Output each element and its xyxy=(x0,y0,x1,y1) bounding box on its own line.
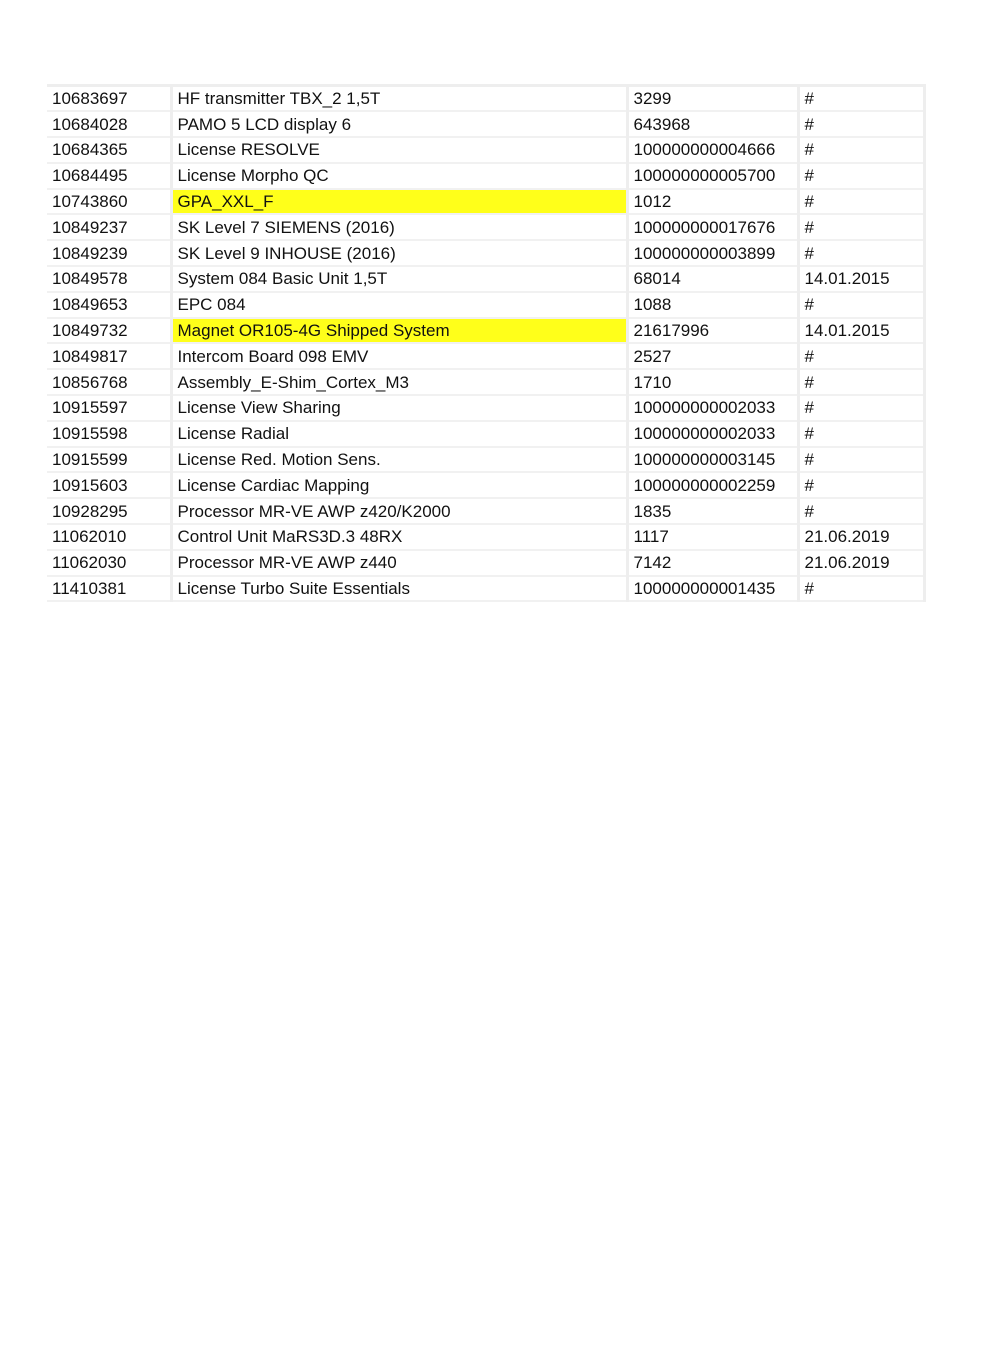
date-cell: # xyxy=(798,111,924,137)
material-number-cell: 11062030 xyxy=(47,550,171,576)
description-cell: License Cardiac Mapping xyxy=(171,472,627,498)
description-cell: License Radial xyxy=(171,421,627,447)
table-row xyxy=(47,137,924,163)
serial-number-cell: 1710 xyxy=(627,369,798,395)
serial-number-cell: 3299 xyxy=(627,86,798,112)
description-cell: PAMO 5 LCD display 6 xyxy=(171,111,627,137)
serial-number-cell: 1012 xyxy=(627,189,798,215)
material-number-cell: 11410381 xyxy=(47,576,171,602)
table-row xyxy=(47,240,924,266)
date-cell: 21.06.2019 xyxy=(798,524,924,550)
date-cell: # xyxy=(798,292,924,318)
table-row xyxy=(47,421,924,447)
serial-number-cell: 100000000002033 xyxy=(627,421,798,447)
material-number-cell: 10915597 xyxy=(47,395,171,421)
table-row xyxy=(47,318,924,344)
date-cell: # xyxy=(798,498,924,524)
material-number-cell: 10915599 xyxy=(47,447,171,473)
material-number-cell: 10849239 xyxy=(47,240,171,266)
serial-number-cell: 100000000001435 xyxy=(627,576,798,602)
serial-number-cell: 100000000002033 xyxy=(627,395,798,421)
date-cell: # xyxy=(798,240,924,266)
date-cell: # xyxy=(798,163,924,189)
table-row xyxy=(47,343,924,369)
parts-list-sheet xyxy=(47,84,924,602)
table-row xyxy=(47,266,924,292)
serial-number-cell: 1117 xyxy=(627,524,798,550)
date-cell: # xyxy=(798,343,924,369)
serial-number-cell: 100000000003145 xyxy=(627,447,798,473)
description-cell: License Morpho QC xyxy=(171,163,627,189)
table-row xyxy=(47,395,924,421)
date-cell: 14.01.2015 xyxy=(798,318,924,344)
material-number-cell: 10856768 xyxy=(47,369,171,395)
material-number-cell: 10915603 xyxy=(47,472,171,498)
table-row xyxy=(47,498,924,524)
description-cell: SK Level 7 SIEMENS (2016) xyxy=(171,214,627,240)
date-cell: 21.06.2019 xyxy=(798,550,924,576)
date-cell: # xyxy=(798,369,924,395)
material-number-cell: 10684365 xyxy=(47,137,171,163)
serial-number-cell: 21617996 xyxy=(627,318,798,344)
serial-number-cell: 2527 xyxy=(627,343,798,369)
table-row xyxy=(47,86,924,112)
material-number-cell: 10683697 xyxy=(47,86,171,112)
date-cell: # xyxy=(798,189,924,215)
date-cell: # xyxy=(798,447,924,473)
material-number-cell: 10849732 xyxy=(47,318,171,344)
serial-number-cell: 100000000005700 xyxy=(627,163,798,189)
table-row xyxy=(47,189,924,215)
table-row xyxy=(47,472,924,498)
description-cell: Magnet OR105-4G Shipped System xyxy=(171,318,627,344)
material-number-cell: 10849653 xyxy=(47,292,171,318)
serial-number-cell: 1088 xyxy=(627,292,798,318)
serial-number-cell: 100000000003899 xyxy=(627,240,798,266)
serial-number-cell: 1835 xyxy=(627,498,798,524)
description-cell: License Turbo Suite Essentials xyxy=(171,576,627,602)
description-cell: SK Level 9 INHOUSE (2016) xyxy=(171,240,627,266)
table-row xyxy=(47,576,924,602)
description-cell: Intercom Board 098 EMV xyxy=(171,343,627,369)
parts-table xyxy=(47,84,926,602)
serial-number-cell: 68014 xyxy=(627,266,798,292)
table-row xyxy=(47,369,924,395)
description-cell: License View Sharing xyxy=(171,395,627,421)
date-cell: # xyxy=(798,472,924,498)
material-number-cell: 10684028 xyxy=(47,111,171,137)
material-number-cell: 10684495 xyxy=(47,163,171,189)
table-row xyxy=(47,292,924,318)
description-cell: Processor MR-VE AWP z440 xyxy=(171,550,627,576)
date-cell: # xyxy=(798,576,924,602)
material-number-cell: 10849237 xyxy=(47,214,171,240)
description-cell: License Red. Motion Sens. xyxy=(171,447,627,473)
material-number-cell: 10849817 xyxy=(47,343,171,369)
date-cell: # xyxy=(798,421,924,447)
table-row xyxy=(47,163,924,189)
date-cell: # xyxy=(798,395,924,421)
table-row xyxy=(47,447,924,473)
material-number-cell: 11062010 xyxy=(47,524,171,550)
date-cell: # xyxy=(798,137,924,163)
parts-table-body xyxy=(47,86,924,602)
date-cell: # xyxy=(798,214,924,240)
table-row xyxy=(47,111,924,137)
description-cell: Processor MR-VE AWP z420/K2000 xyxy=(171,498,627,524)
material-number-cell: 10743860 xyxy=(47,189,171,215)
date-cell: # xyxy=(798,86,924,112)
table-row xyxy=(47,550,924,576)
description-cell: System 084 Basic Unit 1,5T xyxy=(171,266,627,292)
serial-number-cell: 100000000017676 xyxy=(627,214,798,240)
date-cell: 14.01.2015 xyxy=(798,266,924,292)
material-number-cell: 10915598 xyxy=(47,421,171,447)
description-cell: EPC 084 xyxy=(171,292,627,318)
serial-number-cell: 7142 xyxy=(627,550,798,576)
description-cell: Assembly_E-Shim_Cortex_M3 xyxy=(171,369,627,395)
serial-number-cell: 100000000002259 xyxy=(627,472,798,498)
description-cell: License RESOLVE xyxy=(171,137,627,163)
serial-number-cell: 643968 xyxy=(627,111,798,137)
serial-number-cell: 100000000004666 xyxy=(627,137,798,163)
description-cell: Control Unit MaRS3D.3 48RX xyxy=(171,524,627,550)
material-number-cell: 10928295 xyxy=(47,498,171,524)
material-number-cell: 10849578 xyxy=(47,266,171,292)
description-cell: GPA_XXL_F xyxy=(171,189,627,215)
table-row xyxy=(47,214,924,240)
description-cell: HF transmitter TBX_2 1,5T xyxy=(171,86,627,112)
table-row xyxy=(47,524,924,550)
